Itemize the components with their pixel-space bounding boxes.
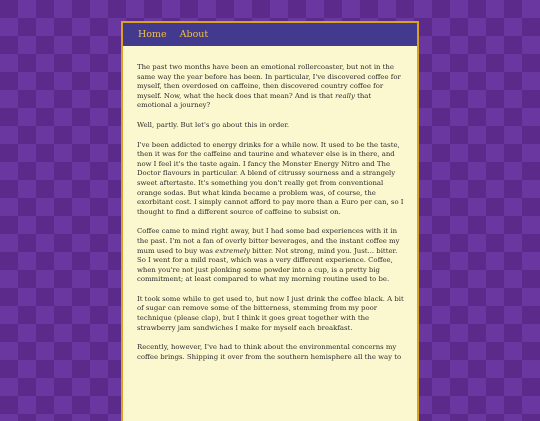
nav-link-about[interactable]: About (179, 29, 209, 40)
top-nav (123, 23, 417, 46)
article-paragraph: Well, partly. But let's go about this in order. (137, 120, 290, 129)
article-paragraph: Coffee came to mind right away, but I had some bad experiences with it in the past. I'm not a fan of overly bitter beverages, and the instant coffee my mum used to buy was extremely bitter. Not strong, mind you. Just... bitter. So I went for a mild roast, which was a very different experience. Coffee, when you're not just plonking some powder into a cup, is a pretty big commitment; at least compared to what my morning routine used to be. (137, 227, 400, 284)
article-body (123, 46, 417, 362)
article-paragraph: Recently, however, I've had to think about the environmental concerns my coffee brings. Shipping it over from the southern hemisphere all the way to (137, 343, 402, 361)
nav-link-home[interactable]: Home (138, 29, 167, 40)
article-paragraph: It took some while to get used to, but now I just drink the coffee black. A bit of sugar can remove some of the bitterness, stemming from my poor technique (please clap), but I think it goes great together with the strawberry jam sandwiches I make for myself each breakfast. (137, 294, 404, 332)
page-container (121, 21, 419, 421)
article-paragraph: The past two months have been an emotional rollercoaster, but not in the same way the year before has been. In particular, I've discovered coffee for myself, then overdosed on caffeine, then discovered country coffee for myself. Now, what the heck does that mean? And is that really that emotional a journey? (137, 63, 401, 110)
article-paragraph: I've been addicted to energy drinks for a while now. It used to be the taste, then it was for the caffeine and taurine and whatever else is in there, and now I feel it's the taste again. I fancy the Monster Energy Nitro and The Doctor flavours in particular. A blend of citrussy sourness and a strangely sweet aftertaste. It's something you don't really get from conventional orange sodas. But what kinda became a problem was, of course, the exorbitant cost. I simply cannot afford to pay more than a Euro per can, so I thought to find a different source of caffeine to subsist on. (137, 140, 404, 216)
